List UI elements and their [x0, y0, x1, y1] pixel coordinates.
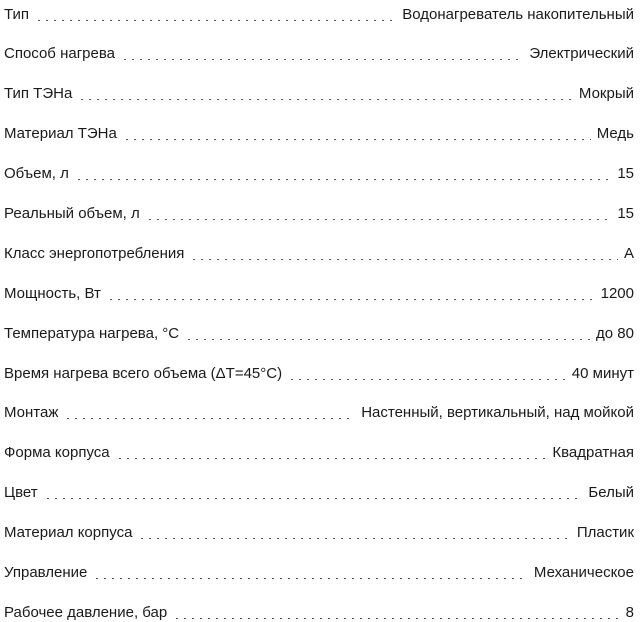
spec-value: Настенный, вертикальный, над мойкой — [361, 404, 634, 421]
spec-row-body-material — [4, 520, 634, 542]
dot-leader — [173, 618, 619, 619]
dot-leader — [121, 59, 523, 60]
spec-label: Материал корпуса — [4, 524, 133, 541]
spec-value: 8 — [625, 604, 634, 621]
dot-leader — [64, 418, 355, 419]
dot-leader — [288, 379, 566, 380]
dot-leader — [107, 299, 595, 300]
spec-row-heater-material — [4, 121, 634, 143]
spec-label: Управление — [4, 564, 88, 581]
dot-leader — [116, 458, 547, 459]
spec-value: 1200 — [600, 285, 634, 302]
spec-label: Цвет — [4, 484, 38, 501]
spec-value: Медь — [596, 125, 634, 142]
dot-leader — [93, 578, 528, 579]
spec-label: Мощность, Вт — [4, 285, 101, 302]
spec-label: Тип — [4, 6, 30, 23]
spec-label: Монтаж — [4, 404, 59, 421]
spec-row-heating-temperature — [4, 321, 634, 343]
dot-leader — [44, 498, 583, 499]
spec-value: Пластик — [576, 524, 634, 541]
spec-row-volume — [4, 161, 634, 183]
spec-row-color — [4, 480, 634, 502]
spec-row-heating-method — [4, 41, 634, 63]
spec-label: Материал ТЭНа — [4, 125, 117, 142]
spec-value: Водонагреватель накопительный — [402, 6, 634, 23]
dot-leader — [75, 179, 611, 180]
spec-value: Мокрый — [578, 85, 634, 102]
dot-leader — [78, 99, 573, 100]
spec-label: Класс энергопотребления — [4, 245, 185, 262]
dot-leader — [35, 20, 396, 21]
spec-label: Форма корпуса — [4, 444, 110, 461]
spec-value: 15 — [617, 205, 634, 222]
spec-value: Электрический — [529, 45, 634, 62]
spec-value: A — [623, 245, 634, 262]
spec-value: 40 минут — [571, 365, 634, 382]
spec-label: Время нагрева всего объема (ΔT=45°C) — [4, 365, 283, 382]
spec-row-power — [4, 281, 634, 303]
spec-row-mounting — [4, 400, 634, 422]
spec-row-energy-class — [4, 241, 634, 263]
spec-row-body-shape — [4, 440, 634, 462]
dot-leader — [146, 219, 612, 220]
spec-row-heating-time — [4, 361, 634, 383]
spec-row-real-volume — [4, 201, 634, 223]
spec-row-type — [4, 2, 634, 24]
spec-value: 15 — [617, 165, 634, 182]
spec-row-working-pressure — [4, 600, 634, 622]
spec-value: Механическое — [533, 564, 634, 581]
spec-value: Квадратная — [552, 444, 634, 461]
dot-leader — [190, 259, 618, 260]
spec-label: Рабочее давление, бар — [4, 604, 168, 621]
dot-leader — [123, 139, 591, 140]
spec-label: Температура нагрева, °C — [4, 325, 180, 342]
spec-label: Тип ТЭНа — [4, 85, 73, 102]
spec-label: Объем, л — [4, 165, 69, 182]
spec-value: до 80 — [596, 325, 634, 342]
spec-label: Способ нагрева — [4, 45, 115, 62]
spec-row-control — [4, 560, 634, 582]
spec-row-heater-type — [4, 81, 634, 103]
dot-leader — [185, 339, 590, 340]
spec-label: Реальный объем, л — [4, 205, 140, 222]
dot-leader — [138, 538, 570, 539]
spec-value: Белый — [588, 484, 634, 501]
